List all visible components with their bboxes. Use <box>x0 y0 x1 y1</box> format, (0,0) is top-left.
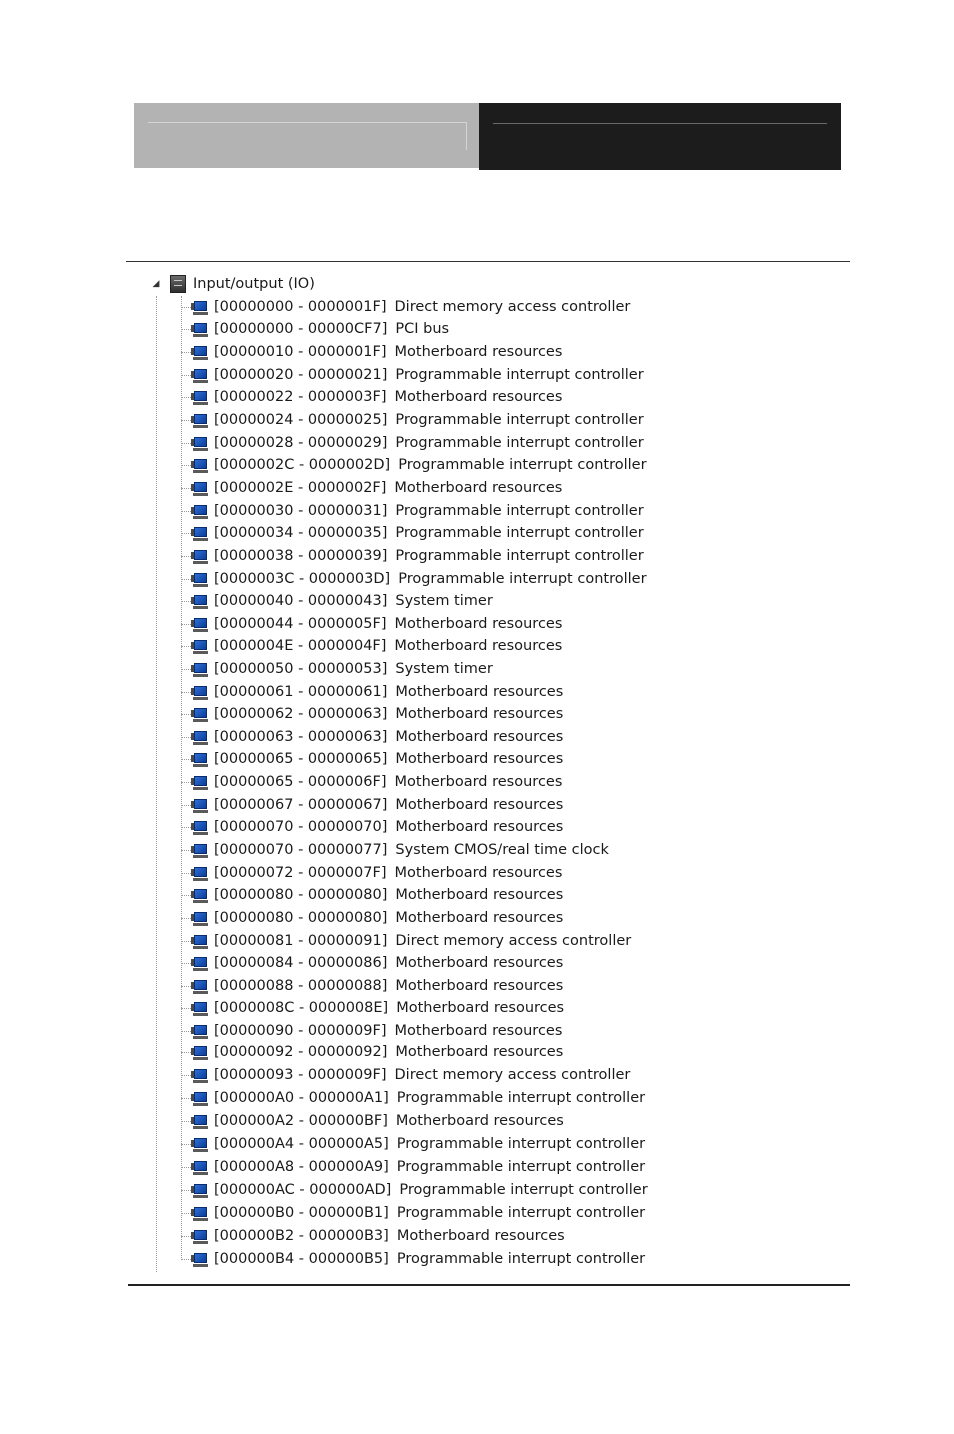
tree-item[interactable] <box>181 1041 563 1063</box>
device-monitor-icon <box>191 662 208 677</box>
device-description: Programmable interrupt controller <box>396 1090 646 1106</box>
io-range: [0000004E - 0000004F] <box>214 638 387 654</box>
tree-connector <box>181 556 191 557</box>
tree-connector <box>181 1052 191 1053</box>
device-description: Motherboard resources <box>395 978 564 994</box>
tree-connector <box>181 737 191 738</box>
device-description: PCI bus <box>395 321 450 337</box>
tree-item[interactable] <box>181 1110 564 1132</box>
tree-item[interactable] <box>181 748 563 770</box>
device-description: Programmable interrupt controller <box>396 1159 646 1175</box>
tree-item[interactable] <box>181 884 563 906</box>
tree-item[interactable] <box>181 318 449 340</box>
device-monitor-icon <box>191 1160 208 1175</box>
device-monitor-icon <box>191 866 208 881</box>
io-range: [000000AC - 000000AD] <box>214 1182 392 1198</box>
io-range: [000000A0 - 000000A1] <box>214 1090 389 1106</box>
tree-item[interactable] <box>181 590 493 612</box>
device-description: Direct memory access controller <box>394 299 631 315</box>
tree-connector <box>181 511 191 512</box>
tree-connector <box>181 1144 191 1145</box>
tree-connector <box>181 533 191 534</box>
io-range: [00000080 - 00000080] <box>214 910 388 926</box>
tree-connector <box>181 1008 191 1009</box>
device-monitor-icon <box>191 1229 208 1244</box>
tree-item[interactable] <box>181 771 562 793</box>
io-range: [00000044 - 0000005F] <box>214 616 387 632</box>
io-range: [000000B4 - 000000B5] <box>214 1251 389 1267</box>
device-monitor-icon <box>191 504 208 519</box>
io-range: [000000A8 - 000000A9] <box>214 1159 389 1175</box>
device-description: Motherboard resources <box>395 1113 564 1129</box>
tree-item[interactable] <box>181 839 609 861</box>
tree-connector <box>181 941 191 942</box>
device-description: Programmable interrupt controller <box>396 1251 646 1267</box>
tree-item[interactable] <box>181 409 644 431</box>
tree-connector <box>181 624 191 625</box>
device-monitor-icon <box>191 1001 208 1016</box>
device-monitor-icon <box>191 345 208 360</box>
tree-connector <box>181 329 191 330</box>
io-range: [00000000 - 0000001F] <box>214 299 387 315</box>
device-monitor-icon <box>191 526 208 541</box>
device-description: Motherboard resources <box>394 480 563 496</box>
tree-item[interactable] <box>181 296 630 318</box>
device-description: Motherboard resources <box>395 684 564 700</box>
tree-item[interactable] <box>181 454 647 476</box>
tree-connector <box>181 1213 191 1214</box>
device-description: Motherboard resources <box>395 751 564 767</box>
io-range: [00000024 - 00000025] <box>214 412 388 428</box>
tree-item[interactable] <box>181 364 644 386</box>
tree-connector <box>181 352 191 353</box>
device-description: Motherboard resources <box>396 1228 565 1244</box>
tree-root-label: Input/output (IO) <box>193 276 315 292</box>
device-description: Direct memory access controller <box>394 1067 631 1083</box>
io-range: [00000022 - 0000003F] <box>214 389 387 405</box>
device-monitor-icon <box>191 300 208 315</box>
tree-connector <box>181 397 191 398</box>
device-description: Programmable interrupt controller <box>395 548 644 564</box>
tree-guide-line <box>156 296 157 1272</box>
tree-connector <box>181 420 191 421</box>
device-description: Motherboard resources <box>395 797 564 813</box>
io-range: [00000020 - 00000021] <box>214 367 388 383</box>
tree-item[interactable] <box>181 658 493 680</box>
device-monitor-icon <box>191 843 208 858</box>
tree-item[interactable] <box>181 930 631 952</box>
io-range: [00000065 - 0000006F] <box>214 774 387 790</box>
device-monitor-icon <box>191 775 208 790</box>
io-range: [000000B0 - 000000B1] <box>214 1205 389 1221</box>
device-description: Motherboard resources <box>395 910 564 926</box>
io-range: [00000010 - 0000001F] <box>214 344 387 360</box>
tree-connector <box>181 375 191 376</box>
device-monitor-icon <box>191 1137 208 1152</box>
device-description: Programmable interrupt controller <box>396 1136 646 1152</box>
device-monitor-icon <box>191 572 208 587</box>
device-monitor-icon <box>191 888 208 903</box>
device-description: Motherboard resources <box>395 955 564 971</box>
io-range: [00000065 - 00000065] <box>214 751 388 767</box>
device-monitor-icon <box>191 1024 208 1039</box>
io-range: [000000B2 - 000000B3] <box>214 1228 389 1244</box>
device-monitor-icon <box>191 458 208 473</box>
device-description: Programmable interrupt controller <box>395 412 644 428</box>
device-monitor-icon <box>191 752 208 767</box>
tree-connector <box>181 646 191 647</box>
device-description: System timer <box>395 593 493 609</box>
io-range: [0000002E - 0000002F] <box>214 480 387 496</box>
tree-item[interactable] <box>181 816 563 838</box>
device-monitor-icon <box>191 368 208 383</box>
io-range: [00000062 - 00000063] <box>214 706 388 722</box>
device-description: Motherboard resources <box>395 819 564 835</box>
device-description: Motherboard resources <box>394 865 563 881</box>
device-monitor-icon <box>191 322 208 337</box>
tree-item[interactable] <box>181 726 563 748</box>
tree-item[interactable] <box>181 432 644 454</box>
device-description: Programmable interrupt controller <box>395 435 644 451</box>
io-category-icon <box>170 275 186 293</box>
tree-item[interactable] <box>181 1202 645 1224</box>
tree-connector <box>181 1167 191 1168</box>
device-monitor-icon <box>191 956 208 971</box>
device-description: Motherboard resources <box>394 344 563 360</box>
tree-connector <box>181 443 191 444</box>
io-range: [00000067 - 00000067] <box>214 797 388 813</box>
device-monitor-icon <box>191 1045 208 1060</box>
tree-item[interactable] <box>181 997 564 1019</box>
device-monitor-icon <box>191 1114 208 1129</box>
tree-connector <box>181 1031 191 1032</box>
tree-item[interactable] <box>181 1248 645 1270</box>
tree-item[interactable] <box>181 386 562 408</box>
device-description: Motherboard resources <box>395 887 564 903</box>
io-range: [00000040 - 00000043] <box>214 593 388 609</box>
tree-connector <box>181 1075 191 1076</box>
device-description: Programmable interrupt controller <box>399 1182 648 1198</box>
device-description: Programmable interrupt controller <box>395 503 644 519</box>
io-range: [0000002C - 0000002D] <box>214 457 391 473</box>
tree-connector <box>181 579 191 580</box>
device-monitor-icon <box>191 685 208 700</box>
tree-item[interactable] <box>181 477 562 499</box>
device-monitor-icon <box>191 1206 208 1221</box>
device-monitor-icon <box>191 730 208 745</box>
tree-connector <box>181 918 191 919</box>
io-range: [00000072 - 0000007F] <box>214 865 387 881</box>
device-monitor-icon <box>191 707 208 722</box>
tree-connector <box>181 692 191 693</box>
tree-item[interactable] <box>181 1225 565 1247</box>
device-monitor-icon <box>191 481 208 496</box>
tree-connector <box>181 850 191 851</box>
tree-item[interactable] <box>181 341 562 363</box>
device-monitor-icon <box>191 798 208 813</box>
io-range: [00000028 - 00000029] <box>214 435 388 451</box>
tree-connector <box>181 465 191 466</box>
io-range: [00000081 - 00000091] <box>214 933 388 949</box>
device-monitor-icon <box>191 617 208 632</box>
device-monitor-icon <box>191 934 208 949</box>
tree-connector <box>181 1190 191 1191</box>
device-description: Motherboard resources <box>394 774 563 790</box>
tree-connector <box>181 873 191 874</box>
device-monitor-icon <box>191 594 208 609</box>
device-description: Programmable interrupt controller <box>396 1205 646 1221</box>
tree-connector <box>181 1121 191 1122</box>
device-description: Motherboard resources <box>395 729 564 745</box>
io-range: [00000034 - 00000035] <box>214 525 388 541</box>
tree-item[interactable] <box>181 545 644 567</box>
tree-connector <box>181 307 191 308</box>
io-range: [00000090 - 0000009F] <box>214 1023 387 1039</box>
io-range: [0000003C - 0000003D] <box>214 571 391 587</box>
tree-connector <box>181 963 191 964</box>
tree-item[interactable] <box>181 862 562 884</box>
io-range: [000000A4 - 000000A5] <box>214 1136 389 1152</box>
tree-connector <box>181 669 191 670</box>
tree-item[interactable] <box>181 1064 630 1086</box>
io-range: [00000070 - 00000077] <box>214 842 388 858</box>
device-description: Motherboard resources <box>394 638 563 654</box>
tree-item[interactable] <box>181 794 563 816</box>
tree-item[interactable] <box>181 1087 645 1109</box>
device-description: System timer <box>395 661 493 677</box>
bottom-rule <box>128 1284 850 1286</box>
tree-item[interactable] <box>181 613 562 635</box>
io-range: [00000080 - 00000080] <box>214 887 388 903</box>
io-range: [00000063 - 00000063] <box>214 729 388 745</box>
tree-item[interactable] <box>181 907 563 929</box>
collapse-arrow-icon[interactable]: ◢ <box>152 279 160 289</box>
tree-item[interactable] <box>181 703 563 725</box>
device-monitor-icon <box>191 1252 208 1267</box>
device-description: Programmable interrupt controller <box>398 457 647 473</box>
device-description: Motherboard resources <box>395 1044 564 1060</box>
tree-item[interactable] <box>181 1133 645 1155</box>
tree-connector <box>181 601 191 602</box>
device-description: System CMOS/real time clock <box>395 842 609 858</box>
device-description: Programmable interrupt controller <box>398 571 647 587</box>
device-description: Motherboard resources <box>395 706 564 722</box>
io-range: [00000093 - 0000009F] <box>214 1067 387 1083</box>
tree-connector <box>181 1236 191 1237</box>
tree-item[interactable] <box>181 952 563 974</box>
io-range: [00000050 - 00000053] <box>214 661 388 677</box>
tree-item[interactable] <box>181 975 563 997</box>
tree-connector <box>181 827 191 828</box>
tree-connector <box>181 488 191 489</box>
device-monitor-icon <box>191 1183 208 1198</box>
device-monitor-icon <box>191 390 208 405</box>
io-range: [000000A2 - 000000BF] <box>214 1113 388 1129</box>
tree-connector <box>181 714 191 715</box>
io-range: [00000092 - 00000092] <box>214 1044 388 1060</box>
tree-connector <box>181 782 191 783</box>
io-range: [0000008C - 0000008E] <box>214 1000 389 1016</box>
tree-item[interactable] <box>181 635 562 657</box>
tree-item[interactable] <box>181 1020 562 1042</box>
tree-item[interactable] <box>181 681 563 703</box>
io-range: [00000088 - 00000088] <box>214 978 388 994</box>
tree-connector <box>181 895 191 896</box>
io-range: [00000030 - 00000031] <box>214 503 388 519</box>
device-description: Motherboard resources <box>396 1000 565 1016</box>
io-range: [00000070 - 00000070] <box>214 819 388 835</box>
io-range: [00000038 - 00000039] <box>214 548 388 564</box>
device-description: Programmable interrupt controller <box>395 367 644 383</box>
device-monitor-icon <box>191 911 208 926</box>
io-range: [00000061 - 00000061] <box>214 684 388 700</box>
tree-item[interactable] <box>181 500 644 522</box>
tree-item[interactable] <box>181 568 647 590</box>
device-description: Motherboard resources <box>394 616 563 632</box>
tree-connector <box>181 1098 191 1099</box>
tree-root-io[interactable] <box>150 273 315 295</box>
device-monitor-icon <box>191 639 208 654</box>
device-monitor-icon <box>191 436 208 451</box>
device-description: Motherboard resources <box>394 1023 563 1039</box>
io-range: [00000000 - 00000CF7] <box>214 321 388 337</box>
device-monitor-icon <box>191 1091 208 1106</box>
device-monitor-icon <box>191 820 208 835</box>
device-description: Programmable interrupt controller <box>395 525 644 541</box>
device-monitor-icon <box>191 413 208 428</box>
tree-connector <box>181 759 191 760</box>
tree-item[interactable] <box>181 1156 645 1178</box>
device-description: Motherboard resources <box>394 389 563 405</box>
tree-connector <box>181 1259 191 1260</box>
device-description: Direct memory access controller <box>395 933 632 949</box>
tree-item[interactable] <box>181 522 644 544</box>
tree-connector <box>181 986 191 987</box>
device-monitor-icon <box>191 1068 208 1083</box>
io-range: [00000084 - 00000086] <box>214 955 388 971</box>
tree-item[interactable] <box>181 1179 648 1201</box>
tree-connector <box>181 805 191 806</box>
device-monitor-icon <box>191 549 208 564</box>
device-monitor-icon <box>191 979 208 994</box>
